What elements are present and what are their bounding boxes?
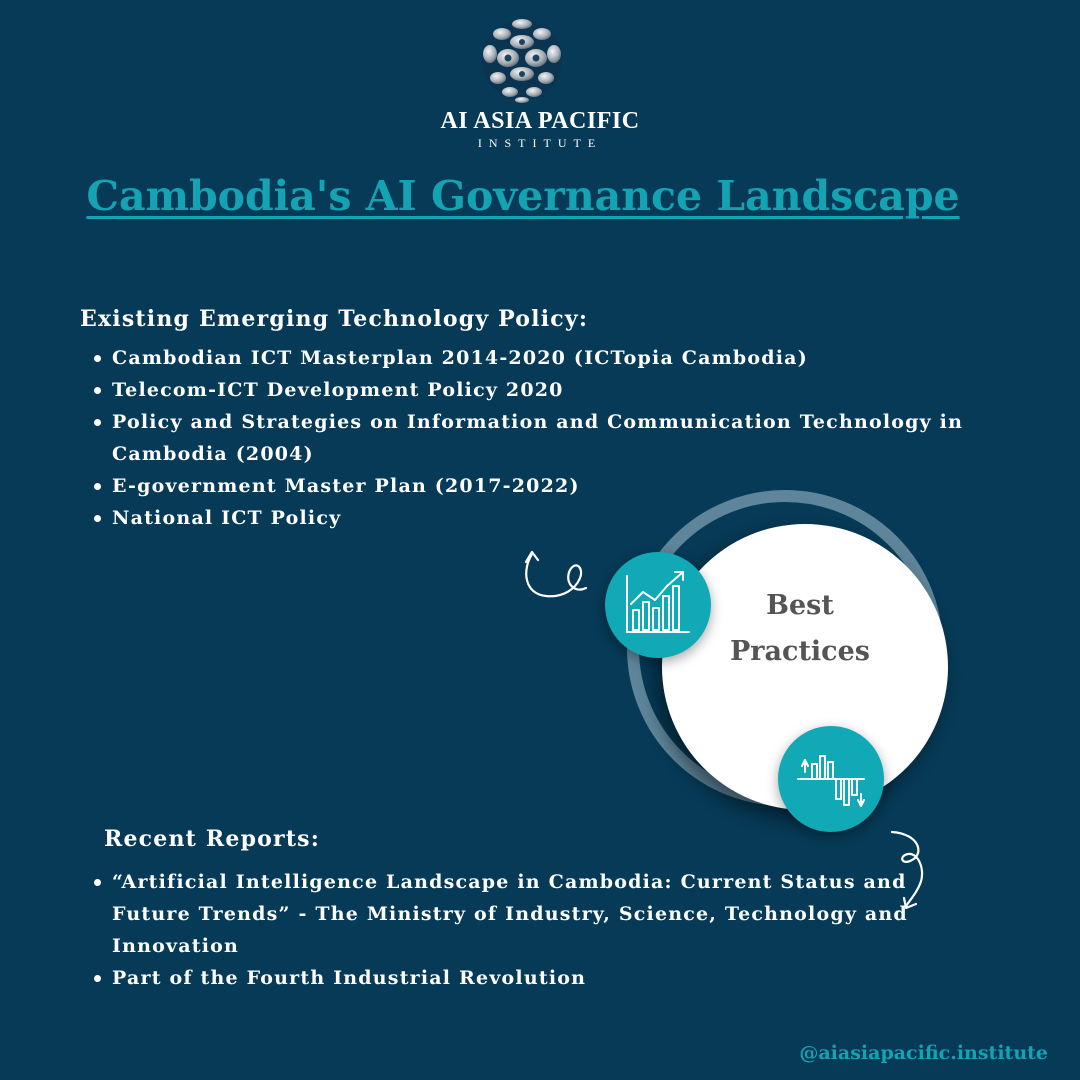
list-item: Telecom-ICT Development Policy 2020	[88, 374, 1018, 406]
reports-heading: Recent Reports:	[104, 826, 321, 852]
org-subtitle: INSTITUTE	[477, 136, 603, 150]
org-name: AI ASIA PACIFIC	[440, 108, 640, 134]
growth-chart-icon	[605, 552, 711, 658]
page-title: Cambodia's AI Governance Landscape	[86, 172, 960, 220]
list-item: Part of the Fourth Industrial Revolution	[88, 962, 908, 994]
curly-arrow-icon	[518, 548, 590, 604]
waveform-bars-icon	[778, 726, 884, 832]
list-item: “Artificial Intelligence Landscape in Cambodia: Current Status and Future Trends” - The Ministry of Industry, Science, Technology and Innovation	[88, 866, 908, 962]
list-item: Cambodian ICT Masterplan 2014-2020 (ICTopia Cambodia)	[88, 342, 1018, 374]
best-practices-line1: Best	[766, 590, 834, 621]
list-item: E-government Master Plan (2017-2022)	[88, 470, 1018, 502]
policy-heading: Existing Emerging Technology Policy:	[80, 306, 589, 332]
social-handle: @aiasiapacific.institute	[799, 1042, 1048, 1064]
list-item: Policy and Strategies on Information and Communication Technology in Cambodia (2004)	[88, 406, 1018, 470]
list-item: National ICT Policy	[88, 502, 1018, 534]
growth-chart-badge	[605, 552, 711, 658]
policy-list	[88, 342, 1018, 534]
best-practices-label	[700, 583, 900, 675]
reports-list	[88, 866, 908, 994]
waveform-badge	[778, 726, 884, 832]
sphere-globe-logo-icon	[470, 12, 574, 116]
best-practices-line2: Practices	[729, 636, 870, 667]
